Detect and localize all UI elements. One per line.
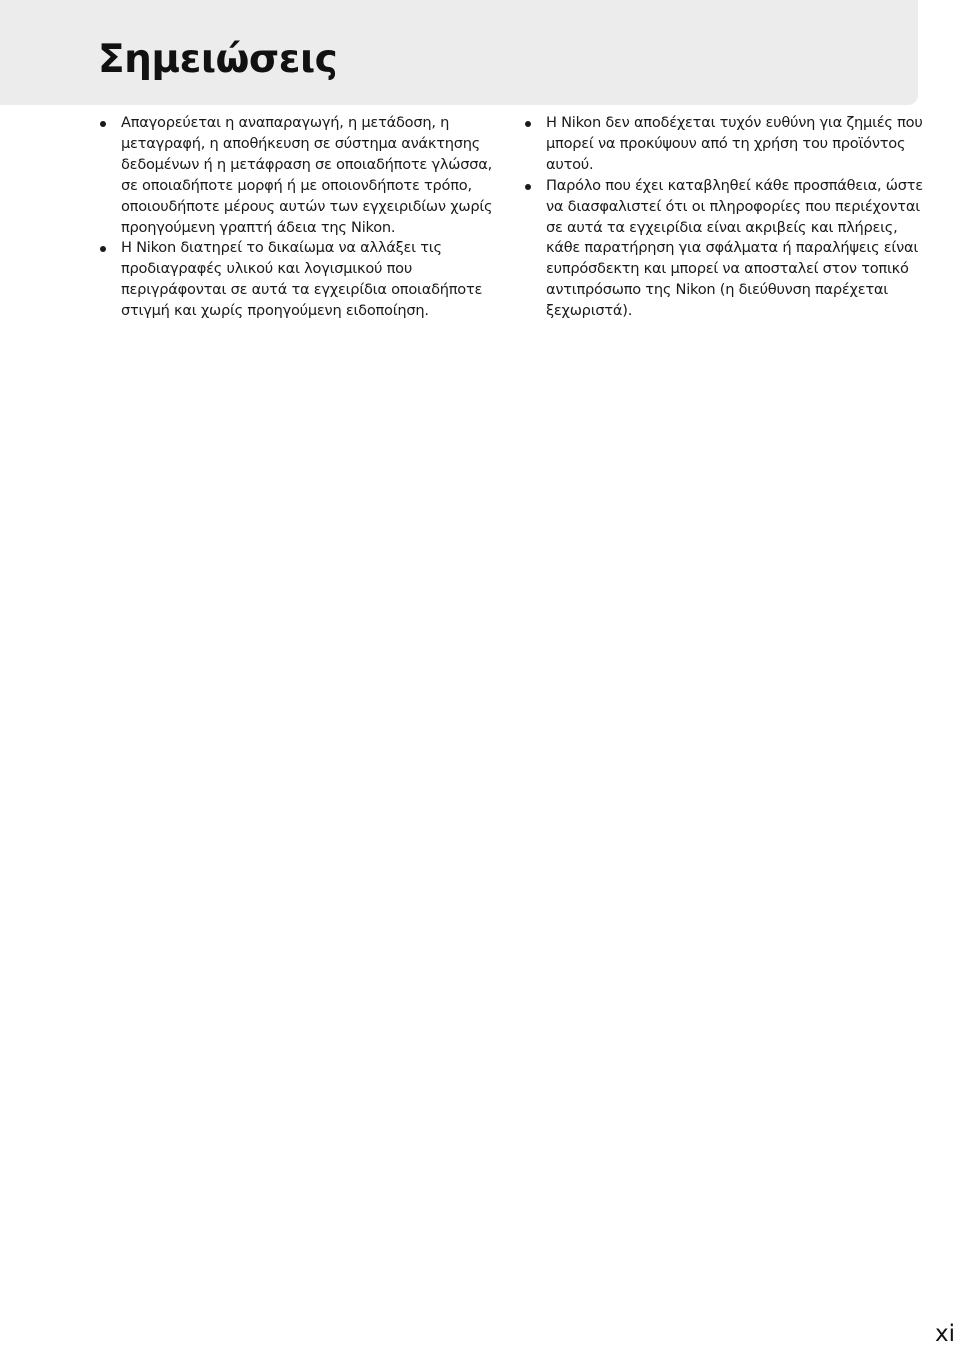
list-item — [525, 176, 935, 322]
page-title: Σημειώσεις — [98, 37, 338, 82]
bullet-icon — [100, 246, 106, 252]
list-item — [100, 113, 500, 238]
list-item-text: Παρόλο που έχει καταβληθεί κάθε προσπάθεια, ώστε να διασφαλιστεί ότι οι πληροφορίες που περιέχονται σε αυτά τα εγχειρίδια είναι ακριβείς και πλήρεις, κάθε παρατήρηση για σφάλματα ή παραλήψεις είναι ευπρόσδεκτη και μπορεί να αποσταλεί στον τοπικό αντιπρόσωπο της Nikon (η διεύθυνση παρέχεται ξεχωριστά). — [546, 176, 923, 320]
list-item — [525, 113, 935, 176]
notes-list-right — [525, 113, 935, 322]
list-item-text: Η Nikon δεν αποδέχεται τυχόν ευθύνη για ζημιές που μπορεί να προκύψουν από τη χρήση του προϊόντος αυτού. — [546, 114, 923, 173]
list-item — [100, 238, 500, 322]
bullet-icon — [100, 121, 106, 127]
bullet-icon — [525, 121, 531, 127]
page-number: xi — [934, 1321, 955, 1347]
list-item-text: Απαγορεύεται η αναπαραγωγή, η μετάδοση, η μεταγραφή, η αποθήκευση σε σύστημα ανάκτησης δεδομένων ή η μετάφραση σε οποιαδήποτε γλώσσα, σε οποιαδήποτε μορφή ή με οποιονδήποτε τρόπο, οποιουδήποτε μέρους αυτών των εγχειριδίων χωρίς προηγούμενη γραπτή άδεια της Nikon. — [121, 114, 493, 236]
bullet-icon — [525, 184, 531, 190]
notes-list-left — [100, 113, 500, 322]
list-item-text: Η Nikon διατηρεί το δικαίωμα να αλλάξει τις προδιαγραφές υλικού και λογισμικού που περιγράφονται σε αυτά τα εγχειρίδια οποιαδήποτε στιγμή και χωρίς προηγούμενη ειδοποίηση. — [121, 239, 483, 320]
